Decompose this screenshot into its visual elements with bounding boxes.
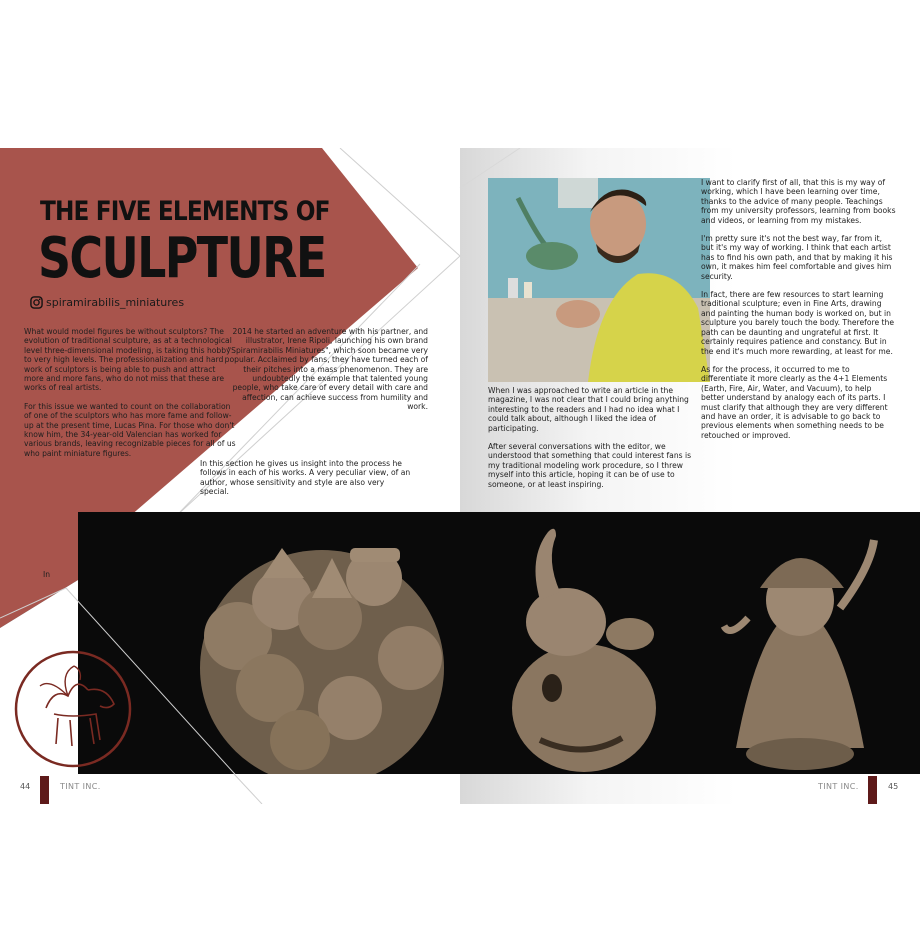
middle-column bbox=[222, 327, 428, 421]
right-footer-brand: TINT INC. bbox=[818, 782, 859, 791]
middle-paragraph-2: In this section he gives us insight into the process he follows in each of his works. A very peculiar view, of an author, whose sensitivity and style are also very special. bbox=[200, 459, 411, 497]
middle-column-2 bbox=[200, 459, 412, 506]
instagram-handle[interactable] bbox=[30, 296, 184, 309]
right-col1-paragraph-2: After several conversations with the editor, we understood that something that could interest fans is my traditional modeling work procedure, so I threw myself into this article, hoping it can be of use to someone, or at least inspiring. bbox=[488, 442, 692, 489]
right-col2-paragraph-3: In fact, there are few resources to start learning traditional sculpture; even in Fine Arts, drawing and painting the human body is worked on, but in sculpture you barely touch the body. Therefore the path can be daunting and ungrateful at first. It certainly requires patience and constancy. But in the end it's much more rewarding, at least for me. bbox=[701, 290, 895, 356]
right-column-2 bbox=[701, 178, 897, 449]
article-title-line1: THE FIVE ELEMENTS OF bbox=[40, 196, 330, 227]
right-page-number: 45 bbox=[888, 782, 899, 791]
instagram-handle-text: spiramirabilis_miniatures bbox=[46, 296, 185, 309]
right-col2-paragraph-2: I'm pretty sure it's not the best way, far from it, but it's my way of working. I think that each artist has to find his own path, and that by making it his own, it makes him feel comfortable and gives him security. bbox=[701, 234, 893, 281]
article-title-line2: SCULPTURE bbox=[38, 226, 326, 291]
right-col1-paragraph-1: When I was approached to write an article in the magazine, I was not clear that I could bring anything interesting to the readers and I had no idea what I could talk about, although I liked the idea of participating. bbox=[488, 386, 689, 433]
right-col2-paragraph-1: I want to clarify first of all, that this is my way of working, which I have been learning over time, thanks to the advice of many people. Teachings from my university professors, learning from books and videos, or learning from my mistakes. bbox=[701, 178, 896, 225]
left-footer-bar bbox=[40, 776, 49, 804]
middle-paragraph-1: 2014 he started an adventure with his partner, and illustrator, Irene Ripoli, launching his own brand "Spiramirabilis Miniatures", which soon became very popular. Acclaimed by fans, they have turned each of their pitches into a mass phenomenon. They are undoubtedly the example that talented young people, who take care of every detail with care and affection, can achieve success from humility and work. bbox=[224, 327, 428, 412]
left-footer-brand: TINT INC. bbox=[60, 782, 101, 791]
left-page-number: 44 bbox=[20, 782, 31, 791]
right-footer-bar bbox=[868, 776, 877, 804]
right-column-1 bbox=[488, 386, 698, 498]
right-col2-paragraph-4: As for the process, it occurred to me to differentiate it more clearly as the 4+1 Elements (Earth, Fire, Air, Water, and Vacuum), to help better understand by analogy each of its parts. I must clarify that although they are very different and have an order, it is advisable to go back to previous elements when something needs to be retouched or improved. bbox=[701, 364, 888, 440]
deer-logo-icon bbox=[10, 648, 136, 770]
intro-paragraph-2: For this issue we wanted to count on the collaboration of one of the sculptors who has more fame and follow-up at the present time, Lucas Pina. For those who don't know him, the 34-year-old Valencian has worked for various brands, leaving recognizable pieces for all of us who paint miniature figures. bbox=[24, 401, 236, 458]
magazine-spread bbox=[0, 148, 920, 804]
intro-paragraph-1: What would model figures be without sculptors? The evolution of traditional sculpture, as at a technological level three-dimensional modeling, is taking this hobby to very high levels. The professionalization and hard work of sculptors is being able to push and attract more and more fans, who do not miss that these are works of real artists. bbox=[24, 327, 232, 393]
sculptor-photo bbox=[488, 178, 710, 382]
instagram-icon bbox=[30, 296, 43, 309]
in-word: In bbox=[43, 570, 51, 579]
sculptor-photo-drawing bbox=[488, 178, 710, 382]
intro-column bbox=[24, 327, 236, 467]
